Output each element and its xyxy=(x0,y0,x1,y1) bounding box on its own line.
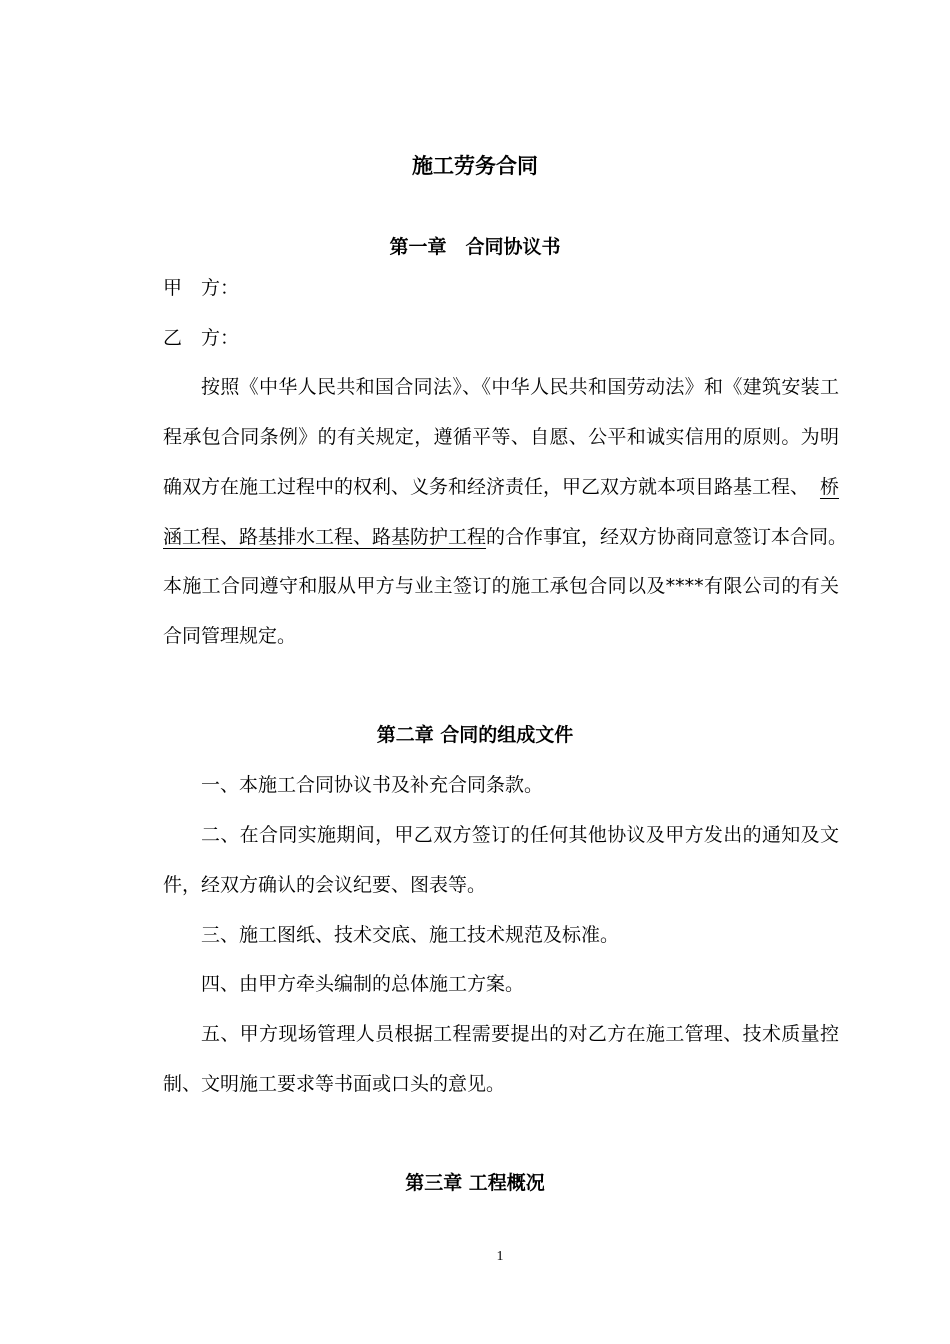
party-a-label: 甲 方： xyxy=(163,277,240,299)
paragraph-text: 确双方在施工过程中的权利、义务和经济责任，甲乙双方就本项目路基工程、 xyxy=(163,476,810,498)
party-b-label: 乙 方： xyxy=(163,327,240,349)
list-item: 四、由甲方牵头编制的总体施工方案。 xyxy=(201,973,525,995)
paragraph-text: 的合作事宜，经双方协商同意签订本合同。 xyxy=(486,526,848,548)
paragraph-line: 合同管理规定。 xyxy=(163,625,297,647)
list-item-continuation: 制、文明施工要求等书面或口头的意见。 xyxy=(163,1073,506,1095)
paragraph-line xyxy=(163,475,839,499)
paragraph-line: 本施工合同遵守和服从甲方与业主签订的施工承包合同以及****有限公司的有关 xyxy=(163,575,839,597)
document-title: 施工劳务合同 xyxy=(412,154,538,178)
underlined-text: 桥 xyxy=(819,476,839,498)
page-number: 1 xyxy=(496,1249,504,1264)
paragraph-line xyxy=(163,525,848,549)
paragraph-line: 程承包合同条例》的有关规定，遵循平等、自愿、公平和诚实信用的原则。为明 xyxy=(163,426,839,448)
chapter-3-heading: 第三章 工程概况 xyxy=(405,1172,545,1194)
list-item: 三、施工图纸、技术交底、施工技术规范及标准。 xyxy=(201,924,620,946)
list-item: 五、甲方现场管理人员根据工程需要提出的对乙方在施工管理、技术质量控 xyxy=(201,1023,839,1045)
chapter-2-heading: 第二章 合同的组成文件 xyxy=(376,724,574,746)
paragraph-line: 按照《中华人民共和国合同法》、《中华人民共和国劳动法》和《建筑安装工 xyxy=(201,376,839,398)
underlined-text: 涵工程、路基排水工程、路基防护工程 xyxy=(163,526,487,548)
chapter-1-heading: 第一章 合同协议书 xyxy=(389,236,561,258)
list-item: 一、本施工合同协议书及补充合同条款。 xyxy=(201,774,544,796)
list-item-continuation: 件，经双方确认的会议纪要、图表等。 xyxy=(163,874,487,896)
list-item: 二、在合同实施期间，甲乙双方签订的任何其他协议及甲方发出的通知及文 xyxy=(201,824,839,846)
